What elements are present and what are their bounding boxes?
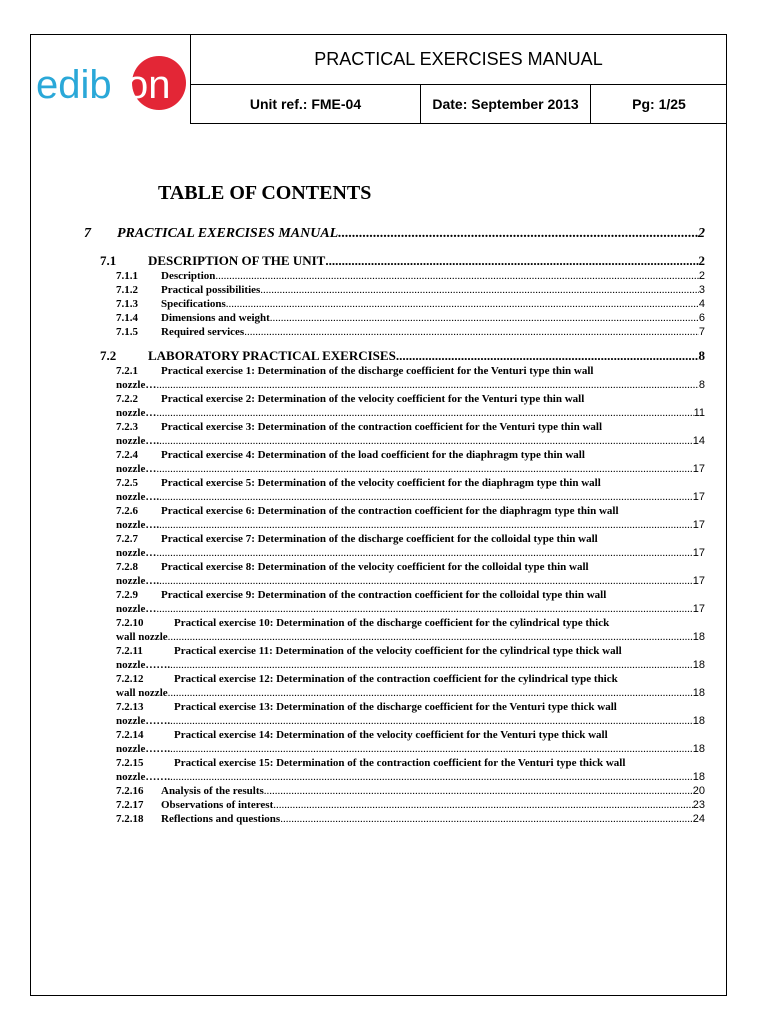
- toc-entry-number: 7.2.12: [116, 673, 144, 685]
- toc-entry-line-1: [116, 757, 705, 771]
- toc-title: TABLE OF CONTENTS: [158, 182, 372, 204]
- toc-entry-line-1: [116, 589, 705, 603]
- toc-entry-title-continued: nozzle…….: [116, 743, 171, 755]
- svg-text:edib: edib: [36, 63, 112, 107]
- toc-entry[interactable]: [84, 785, 705, 799]
- toc-entry-number: 7.1.3: [116, 298, 138, 310]
- toc-entry-line-1: [116, 701, 705, 715]
- dot-leader: [170, 715, 693, 727]
- toc-entry-title: Practical exercise 9: Determination of the contraction coefficient for the colloidal type thin wall: [161, 589, 607, 601]
- toc-entry-line-2: [116, 603, 705, 617]
- toc-entry-number: 7.2.3: [116, 421, 138, 433]
- toc-entry-title: PRACTICAL EXERCISES MANUAL: [117, 226, 339, 241]
- toc-entry-line-1: [116, 365, 705, 379]
- toc-entry-title: Practical exercise 13: Determination of the discharge coefficient for the Venturi type thick wall: [174, 701, 617, 713]
- dot-leader: [325, 253, 698, 269]
- toc-entry-title-continued: nozzle…: [116, 463, 157, 475]
- toc-entry-title: Practical exercise 7: Determination of the discharge coefficient for the colloidal type thin wall: [161, 533, 598, 545]
- dot-leader: [338, 226, 698, 242]
- dot-leader: [168, 631, 693, 643]
- toc-entry-title: DESCRIPTION OF THE UNIT: [148, 253, 326, 268]
- toc-entry-title-continued: nozzle….: [116, 575, 160, 587]
- dot-leader: [168, 687, 693, 699]
- toc-entry-title-continued: wall nozzle: [116, 631, 168, 643]
- toc-entry-number: 7.1.4: [116, 312, 138, 324]
- toc-entry-line-2: [116, 659, 705, 673]
- toc-entry-number: 7: [84, 226, 91, 241]
- toc-entry-title-continued: nozzle…: [116, 547, 157, 559]
- toc-entry-page: 18: [692, 771, 705, 783]
- toc-entry-line-2: [116, 379, 705, 393]
- dot-leader: [159, 435, 693, 447]
- toc-entry-page: 3: [698, 284, 705, 296]
- dot-leader: [156, 547, 692, 559]
- toc-entry-title-continued: nozzle…: [116, 379, 157, 391]
- dot-leader: [156, 407, 693, 419]
- toc-entry-line-2: [116, 575, 705, 589]
- toc-entry-page: 8: [698, 348, 705, 363]
- dot-leader: [156, 603, 692, 615]
- toc-entry-line-1: [116, 561, 705, 575]
- toc-entry-page: 23: [692, 799, 705, 811]
- section-7-2-tail-entries: [84, 785, 705, 827]
- toc-entry-line-2: [116, 771, 705, 785]
- dot-leader: [170, 659, 693, 671]
- toc-entry-title-continued: nozzle…….: [116, 659, 171, 671]
- toc-entry-page: 2: [698, 226, 705, 241]
- toc-entry-title-continued: nozzle…: [116, 603, 157, 615]
- toc-entry-number: 7.2.11: [116, 645, 143, 657]
- toc-entry-title: Practical exercise 3: Determination of the contraction coefficient for the Venturi type thin wall: [161, 421, 603, 433]
- toc-entry[interactable]: [84, 645, 705, 673]
- toc-entry-line-1: [116, 477, 705, 491]
- toc-entry-line-1: [116, 421, 705, 435]
- toc-entry-line-2: [116, 463, 705, 477]
- toc-entry[interactable]: [84, 729, 705, 757]
- toc-entry-page: 17: [692, 491, 705, 503]
- dot-leader: [170, 771, 693, 783]
- toc-entry-title-continued: nozzle…….: [116, 715, 171, 727]
- dot-leader: [273, 799, 693, 811]
- toc-entry-page: 17: [692, 463, 705, 475]
- toc-entry-line-2: [116, 743, 705, 757]
- toc-entry[interactable]: [84, 673, 705, 701]
- toc-entry-number: 7.2.13: [116, 701, 144, 713]
- edibon-logo: [33, 45, 187, 120]
- toc-entry-title-continued: nozzle…: [116, 407, 157, 419]
- toc-entry[interactable]: [84, 701, 705, 729]
- toc-entry[interactable]: [84, 505, 705, 533]
- toc-entry-page: 18: [692, 631, 705, 643]
- section-7-2-entries: [84, 365, 705, 785]
- toc-entry-number: 7.2: [100, 348, 117, 363]
- toc-entry-number: 7.2.2: [116, 393, 138, 405]
- section-7-1-entries: [84, 270, 705, 340]
- toc-entry-number: 7.2.8: [116, 561, 138, 573]
- dot-leader: [170, 743, 693, 755]
- dot-leader: [396, 348, 699, 364]
- toc-entry-title: Dimensions and weight: [161, 312, 270, 324]
- dot-leader: [270, 312, 699, 324]
- toc-entry-title: Specifications: [161, 298, 226, 310]
- dot-leader: [260, 284, 699, 296]
- dot-leader: [159, 575, 693, 587]
- toc-entry-page: 4: [698, 298, 705, 310]
- dot-leader: [156, 379, 699, 391]
- toc-entry[interactable]: [84, 312, 705, 326]
- toc-entry-title: Practical exercise 5: Determination of the velocity coefficient for the diaphragm type thin wall: [161, 477, 601, 489]
- toc-entry-page: 2: [698, 253, 705, 268]
- toc-entry-page: 7: [698, 326, 705, 338]
- toc-entry-line-2: [116, 631, 705, 645]
- dot-leader: [156, 463, 692, 475]
- toc-entry-page: 17: [692, 575, 705, 587]
- dot-leader: [264, 785, 693, 797]
- unit-ref: Unit ref.: FME-04: [249, 96, 362, 112]
- toc-entry[interactable]: [84, 533, 705, 561]
- toc-entry-number: 7.2.18: [116, 813, 144, 825]
- toc-entry[interactable]: [84, 561, 705, 589]
- toc-entry-number: 7.2.15: [116, 757, 144, 769]
- toc-entry-number: 7.2.16: [116, 785, 144, 797]
- toc-entry-title: Practical exercise 4: Determination of the load coefficient for the diaphragm type thin wall: [161, 449, 585, 461]
- toc-entry-title: Observations of interest: [161, 799, 274, 811]
- dot-leader: [244, 326, 699, 338]
- toc-entry-line-1: [116, 617, 705, 631]
- dot-leader: [215, 270, 698, 282]
- toc-entry-title: Reflections and questions: [161, 813, 281, 825]
- toc-entry-number: 7.2.6: [116, 505, 138, 517]
- toc-entry-title: Practical possibilities: [161, 284, 261, 296]
- toc-entry-title: Practical exercise 14: Determination of the velocity coefficient for the Venturi type thick wall: [174, 729, 608, 741]
- toc-entry[interactable]: [84, 799, 705, 813]
- dot-leader: [226, 298, 699, 310]
- toc-entry[interactable]: [84, 421, 705, 449]
- toc-entry-title-continued: nozzle…….: [116, 771, 171, 783]
- toc-entry-line-1: [116, 729, 705, 743]
- toc-entry[interactable]: [84, 589, 705, 617]
- edibon-logo-graphic: [33, 45, 187, 120]
- toc-entry-page: 17: [692, 603, 705, 615]
- toc-entry-title: Analysis of the results: [161, 785, 264, 797]
- toc-entry-title: Practical exercise 6: Determination of the contraction coefficient for the diaphragm type thin wall: [161, 505, 619, 517]
- toc-entry-title: Practical exercise 1: Determination of the discharge coefficient for the Venturi type thin wall: [161, 365, 594, 377]
- toc-entry[interactable]: [84, 813, 705, 827]
- toc-entry-title-continued: nozzle….: [116, 491, 160, 503]
- toc-entry-line-2: [116, 435, 705, 449]
- toc-entry-line-1: [116, 505, 705, 519]
- toc-entry-title: Practical exercise 11: Determination of the velocity coefficient for the cylindrical type thick wall: [174, 645, 622, 657]
- toc-entry-number: 7.2.7: [116, 533, 138, 545]
- page-header: [31, 35, 726, 124]
- toc-entry-line-2: [116, 491, 705, 505]
- toc-entry-title: LABORATORY PRACTICAL EXERCISES: [148, 348, 396, 363]
- toc-entry-title: Practical exercise 15: Determination of the contraction coefficient for the Venturi type thick wall: [174, 757, 626, 769]
- toc-entry-page: 17: [692, 547, 705, 559]
- toc-entry-line-2: [116, 407, 705, 421]
- toc-entry-page: 18: [692, 743, 705, 755]
- toc-entry-line-2: [116, 687, 705, 701]
- toc-entry-line-1: [116, 673, 705, 687]
- toc-entry[interactable]: [84, 617, 705, 645]
- header-date: Date: September 2013: [420, 85, 590, 123]
- toc-entry-number: 7.2.10: [116, 617, 144, 629]
- toc-entry-page: 18: [692, 659, 705, 671]
- toc-entry-number: 7.2.1: [116, 365, 138, 377]
- toc-entry-number: 7.1: [100, 253, 117, 268]
- toc-entry-number: 7.2.4: [116, 449, 138, 461]
- toc-entry-page: 14: [692, 435, 705, 447]
- toc-entry-title-continued: nozzle….: [116, 519, 160, 531]
- toc-entry-number: 7.2.9: [116, 589, 138, 601]
- table-of-contents: [84, 224, 705, 827]
- header-title: PRACTICAL EXERCISES MANUAL: [190, 35, 726, 85]
- toc-entry[interactable]: [84, 326, 705, 340]
- toc-entry-chapter-7[interactable]: [84, 226, 705, 245]
- toc-entry-line-2: [116, 547, 705, 561]
- toc-entry-page: 18: [692, 715, 705, 727]
- toc-entry-title: Practical exercise 12: Determination of the contraction coefficient for the cylindrical type thick: [174, 673, 618, 685]
- toc-entry-line-1: [116, 449, 705, 463]
- page-number: Pg: 1/25: [590, 85, 727, 123]
- toc-entry-page: 6: [698, 312, 705, 324]
- toc-entry-title: Practical exercise 8: Determination of the velocity coefficient for the colloidal type thin wall: [161, 561, 589, 573]
- toc-entry-line-2: [116, 519, 705, 533]
- toc-entry-title: Description: [161, 270, 216, 282]
- toc-entry[interactable]: [84, 298, 705, 312]
- toc-entry[interactable]: [84, 757, 705, 785]
- toc-entry-title: Practical exercise 2: Determination of the velocity coefficient for the Venturi type thin wall: [161, 393, 585, 405]
- toc-entry-line-1: [116, 393, 705, 407]
- toc-entry-number: 7.1.1: [116, 270, 138, 282]
- dot-leader: [280, 813, 693, 825]
- svg-text:on: on: [126, 63, 171, 107]
- header-info-row: [190, 85, 726, 124]
- toc-entry-page: 18: [692, 687, 705, 699]
- toc-entry-page: 11: [693, 407, 705, 419]
- toc-entry[interactable]: [84, 284, 705, 298]
- toc-entry-section-7-1[interactable]: [84, 253, 705, 270]
- toc-entry-title: Required services: [161, 326, 245, 338]
- toc-entry[interactable]: [84, 365, 705, 393]
- toc-entry[interactable]: [84, 449, 705, 477]
- toc-entry-number: 7.1.2: [116, 284, 138, 296]
- toc-entry-line-1: [116, 645, 705, 659]
- toc-entry-page: 8: [698, 379, 705, 391]
- toc-entry-line-1: [116, 533, 705, 547]
- toc-entry-page: 2: [698, 270, 705, 282]
- toc-entry[interactable]: [84, 477, 705, 505]
- toc-entry-number: 7.2.14: [116, 729, 144, 741]
- toc-entry-page: 20: [692, 785, 705, 797]
- toc-entry-line-2: [116, 715, 705, 729]
- toc-entry-title-continued: nozzle….: [116, 435, 160, 447]
- toc-entry[interactable]: [84, 393, 705, 421]
- toc-entry-number: 7.2.17: [116, 799, 144, 811]
- toc-entry-title: Practical exercise 10: Determination of the discharge coefficient for the cylindrical type thick: [174, 617, 610, 629]
- dot-leader: [159, 491, 693, 503]
- toc-entry-title-continued: wall nozzle: [116, 687, 168, 699]
- toc-entry[interactable]: [84, 270, 705, 284]
- dot-leader: [159, 519, 693, 531]
- toc-entry-number: 7.1.5: [116, 326, 138, 338]
- toc-entry-number: 7.2.5: [116, 477, 138, 489]
- toc-entry-page: 24: [692, 813, 705, 825]
- toc-entry-section-7-2[interactable]: [84, 348, 705, 365]
- toc-entry-page: 17: [692, 519, 705, 531]
